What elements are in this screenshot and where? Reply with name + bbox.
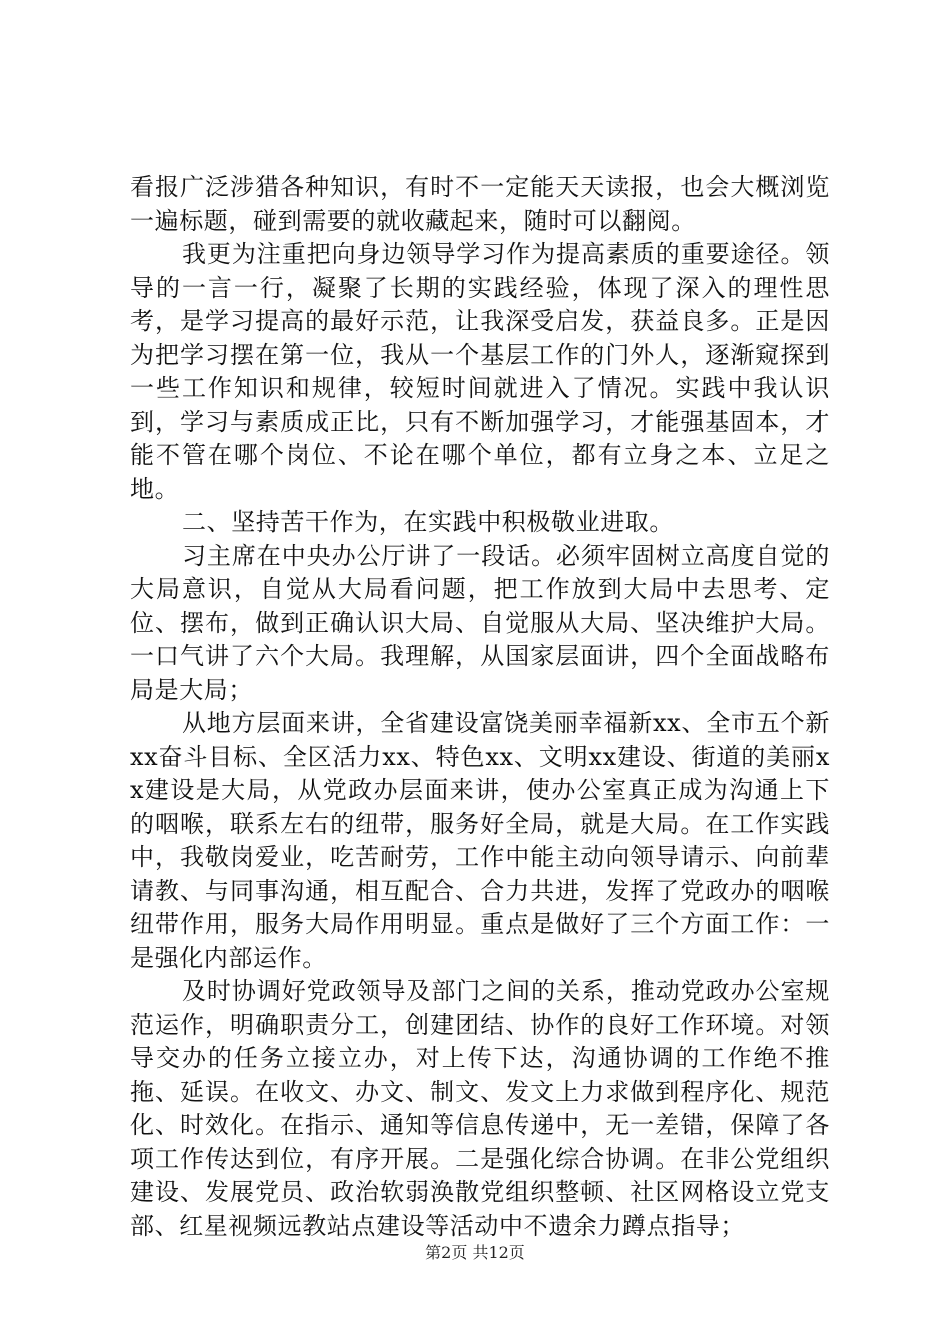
paragraph-1: 看报广泛涉猎各种知识，有时不一定能天天读报，也会大概浏览一遍标题，碰到需要的就收藏起来，随时可以翻阅。 (130, 173, 830, 235)
paragraph-5: 及时协调好党政领导及部门之间的关系，推动党政办公室规范运作，明确职责分工，创建团结、协作的良好工作环境。对领导交办的任务立接立办，对上传下达，沟通协调的工作绝不推拖、延误。在收文、办文、制文、发文上力求做到程序化、规范化、时效化。在指示、通知等信息传递中，无一差错，保障了各项工作传达到位，有序开展。二是强化综合协调。在非公党组织建设、发展党员、政治软弱涣散党组织整顿、社区网格设立党支部、红星视频远教站点建设等活动中不遗余力蹲点指导； (130, 977, 830, 1240)
paragraph-4: 从地方层面来讲，全省建设富饶美丽幸福新xx、全市五个新xx奋斗目标、全区活力xx、特色xx、文明xx建设、街道的美丽xx建设是大局，从党政办层面来讲，使办公室真正成为沟通上下的咽喉，联系左右的纽带，服务好全局，就是大局。在工作实践中，我敬岗爱业，吃苦耐劳，工作中能主动向领导请示、向前辈请教、与同事沟通，相互配合、合力共进，发挥了党政办的咽喉纽带作用，服务大局作用明显。重点是做好了三个方面工作：一是强化内部运作。 (130, 709, 830, 972)
document-body (130, 171, 830, 1243)
paragraph-3: 习主席在中央办公厅讲了一段话。必须牢固树立高度自觉的大局意识，自觉从大局看问题，把工作放到大局中去思考、定位、摆布，做到正确认识大局、自觉服从大局、坚决维护大局。一口气讲了六个大局。我理解，从国家层面讲，四个全面战略布局是大局； (130, 541, 830, 704)
section-heading: 二、坚持苦干作为，在实践中积极敬业进取。 (182, 508, 674, 536)
paragraph-2: 我更为注重把向身边领导学习作为提高素质的重要途径。领导的一言一行，凝聚了长期的实践经验，体现了深入的理性思考，是学习提高的最好示范，让我深受启发，获益良多。正是因为把学习摆在第一位，我从一个基层工作的门外人，逐渐窥探到一些工作知识和规律，较短时间就进入了情况。实践中我认识到，学习与素质成正比，只有不断加强学习，才能强基固本，才能不管在哪个岗位、不论在哪个单位，都有立身之本、立足之地。 (130, 240, 830, 503)
page-number: 第2页 共12页 (425, 1243, 525, 1262)
